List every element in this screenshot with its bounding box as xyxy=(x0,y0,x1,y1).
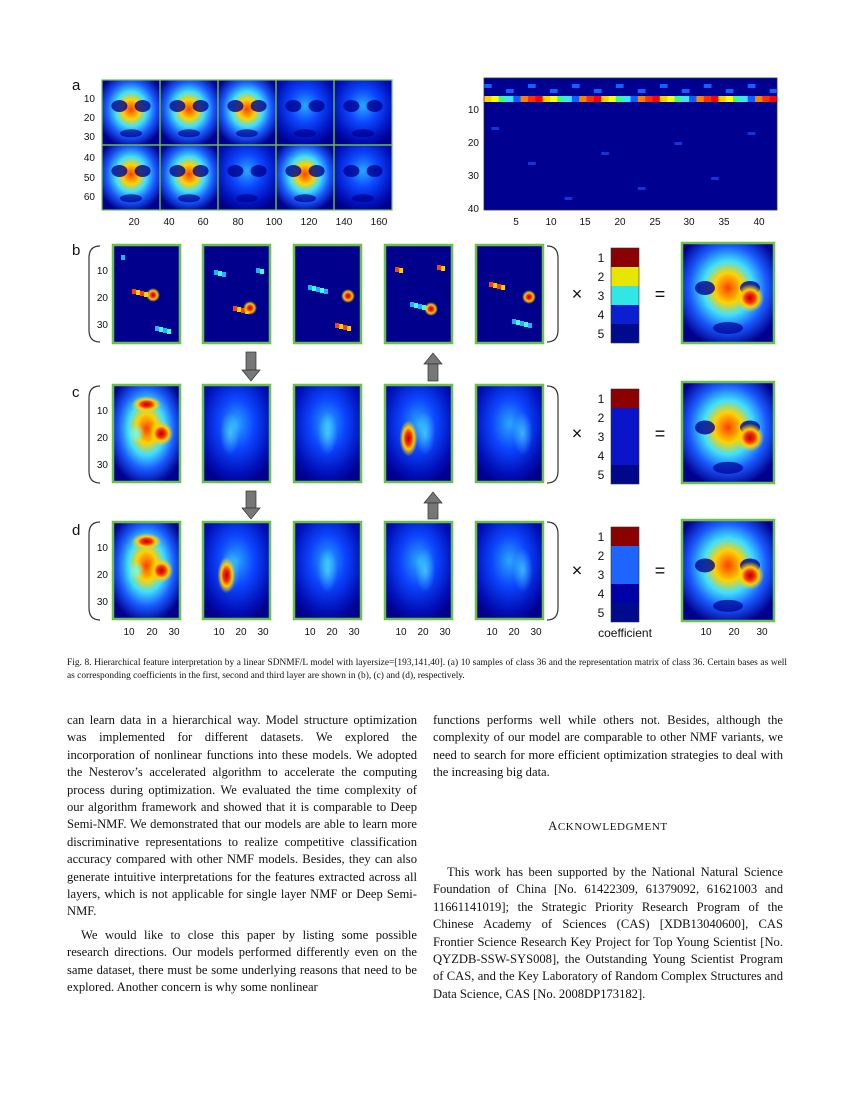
coefficient-tick: 4 xyxy=(597,308,605,322)
bottom-xtick: 20 xyxy=(728,627,740,638)
sample-face-tile xyxy=(334,145,392,210)
basis-tile xyxy=(294,245,361,343)
matrix-cell xyxy=(623,96,631,102)
bottom-xtick: 30 xyxy=(756,627,768,638)
matrix-cell xyxy=(740,96,748,102)
basis-tile xyxy=(385,245,452,343)
bottom-xtick: 20 xyxy=(235,627,247,638)
matrix-cell xyxy=(638,89,646,93)
coefficient-cell xyxy=(611,408,639,427)
a-left-ytick: 60 xyxy=(83,192,95,203)
matrix-cell xyxy=(762,96,770,102)
matrix-cell xyxy=(579,96,587,102)
row-b-ytick: 10 xyxy=(96,266,108,277)
matrix-cell xyxy=(770,89,778,93)
matrix-cell xyxy=(594,89,602,93)
matrix-cell xyxy=(550,96,558,102)
coefficient-cell xyxy=(611,603,639,622)
coefficient-cell xyxy=(611,389,639,408)
a-left-ytick: 50 xyxy=(83,173,95,184)
sample-face-tile xyxy=(218,145,276,210)
matrix-cell xyxy=(616,96,624,102)
matrix-cell xyxy=(587,96,595,102)
bottom-xtick: 10 xyxy=(700,627,712,638)
row-d-ytick: 20 xyxy=(96,570,108,581)
sample-face-tile xyxy=(218,80,276,145)
matrix-cell xyxy=(513,96,521,102)
panel-a-face-montage xyxy=(84,80,392,228)
arrow-c-to-d xyxy=(242,491,260,519)
bottom-xtick: 10 xyxy=(486,627,498,638)
left-column xyxy=(67,712,417,997)
coefficient-tick: 3 xyxy=(597,568,605,582)
matrix-cell xyxy=(528,162,536,165)
matrix-cell xyxy=(638,187,646,190)
coefficient-label: coefficient xyxy=(598,626,652,640)
matrix-cell xyxy=(594,96,602,102)
matrix-cell xyxy=(565,197,573,200)
matrix-cell xyxy=(565,96,573,102)
bottom-xtick: 30 xyxy=(439,627,451,638)
a-left-ytick: 30 xyxy=(83,132,95,143)
basis-tile xyxy=(203,385,270,482)
coefficient-cell xyxy=(611,427,639,446)
matrix-cell xyxy=(667,96,675,102)
basis-tile xyxy=(203,522,270,619)
matrix-cell xyxy=(696,96,704,102)
a-right-xtick: 35 xyxy=(718,217,730,228)
bottom-xtick: 20 xyxy=(326,627,338,638)
coefficient-tick: 5 xyxy=(597,606,605,620)
coefficient-tick: 4 xyxy=(597,587,605,601)
coefficient-tick: 1 xyxy=(597,251,605,265)
panel-label-a: a xyxy=(72,77,81,94)
basis-tile xyxy=(385,522,452,619)
coefficient-cell xyxy=(611,248,639,267)
coefficient-cell xyxy=(611,305,639,324)
matrix-cell xyxy=(521,96,529,102)
bottom-xtick: 10 xyxy=(304,627,316,638)
matrix-cell xyxy=(499,96,507,102)
matrix-cell xyxy=(660,96,668,102)
matrix-cell xyxy=(674,96,682,102)
row-b-ytick: 20 xyxy=(96,293,108,304)
a-right-xtick: 25 xyxy=(649,217,661,228)
left-paragraph-2: We would like to close this paper by listing some possible research directions. Our models performed differently even on the same dataset, there must be some underlying reasons that need to be explored. Another concern is why some nonlinear xyxy=(67,927,417,995)
a-right-ytick: 20 xyxy=(467,138,479,149)
row-d-ytick: 10 xyxy=(96,543,108,554)
basis-tile xyxy=(476,385,543,482)
basis-tile xyxy=(113,245,180,343)
coefficient-tick: 2 xyxy=(597,270,605,284)
row-b-ytick: 30 xyxy=(96,320,108,331)
matrix-cell xyxy=(755,96,763,102)
sample-face-tile xyxy=(102,80,160,145)
acknowledgment-paragraph: This work has been supported by the National Natural Science Foundation of China [No. 61422309, 61379092, 61621003 and 11661141019]; the Strategic Priority Research Program of the Chinese Academy of Sciences (CAS) [XDB13040600], CAS Frontier Science Research Key Project for Top Young Scientist [No. QYZDB-SSW-SYS008], the Outstanding Young Scientist Program of CAS, and the Key Laboratory of Random Complex Structures and Data Science, CAS [No. 2008DP173182]. xyxy=(433,865,783,1001)
a-left-xtick: 20 xyxy=(128,217,140,228)
matrix-cell xyxy=(535,96,543,102)
coefficient-tick: 5 xyxy=(597,468,605,482)
matrix-cell xyxy=(711,96,719,102)
bottom-xtick: 30 xyxy=(257,627,269,638)
sample-face-tile xyxy=(160,145,218,210)
figure-caption: Fig. 8. Hierarchical feature interpretation by a linear SDNMF/L model with layersize=[193,141,40]. (a) 10 samples of class 36 and the representation matrix of class 36. Certain bases as well as corresponding coefficients in the first, second and third layer are shown in (b), (c) and (d), respectively. xyxy=(67,658,787,681)
matrix-cell xyxy=(528,96,536,102)
matrix-cell xyxy=(484,96,492,102)
right-paragraph-1: functions performs well while others not. Besides, although the complexity of our model are comparable to other NMF variants, we need to search for more efficient optimization strategies to deal with the increasing big data. xyxy=(433,713,783,780)
panel-a-representation-matrix xyxy=(468,78,778,228)
matrix-cell xyxy=(550,89,558,93)
a-left-xtick: 140 xyxy=(335,217,353,228)
coefficient-tick: 3 xyxy=(597,430,605,444)
panel-label-b: b xyxy=(72,242,81,259)
a-left-xtick: 80 xyxy=(232,217,244,228)
coefficient-tick: 1 xyxy=(597,392,605,406)
a-right-ytick: 40 xyxy=(467,204,479,215)
matrix-cell xyxy=(704,96,712,102)
a-right-xtick: 5 xyxy=(513,217,519,228)
sample-face-tile xyxy=(334,80,392,145)
coefficient-cell xyxy=(611,546,639,565)
row-c-ytick: 30 xyxy=(96,460,108,471)
coefficient-cell xyxy=(611,446,639,465)
row-c xyxy=(89,382,774,484)
bottom-xtick: 10 xyxy=(395,627,407,638)
matrix-cell xyxy=(543,96,551,102)
bottom-xtick: 10 xyxy=(123,627,135,638)
a-right-ytick: 10 xyxy=(467,105,479,116)
matrix-cell xyxy=(726,89,734,93)
coefficient-tick: 4 xyxy=(597,449,605,463)
matrix-cell xyxy=(770,96,778,102)
matrix-cell xyxy=(748,84,756,88)
basis-tile xyxy=(203,245,270,343)
times-symbol: × xyxy=(571,560,583,581)
coefficient-tick: 2 xyxy=(597,549,605,563)
a-left-ytick: 10 xyxy=(83,94,95,105)
coefficient-cell xyxy=(611,286,639,305)
bottom-xtick: 10 xyxy=(213,627,225,638)
matrix-cell xyxy=(506,89,514,93)
matrix-cell xyxy=(572,96,580,102)
coefficient-bar-c xyxy=(598,389,639,484)
a-left-ytick: 40 xyxy=(83,153,95,164)
matrix-cell xyxy=(609,96,617,102)
a-left-ytick: 20 xyxy=(83,113,95,124)
matrix-cell xyxy=(631,96,639,102)
coefficient-cell xyxy=(611,584,639,603)
sample-face-tile xyxy=(160,80,218,145)
coefficient-tick: 3 xyxy=(597,289,605,303)
basis-tile xyxy=(113,522,180,619)
acknowledgment-heading: ACKNOWLEDGMENT xyxy=(548,818,668,833)
a-right-xtick: 10 xyxy=(545,217,557,228)
times-symbol: × xyxy=(571,423,583,444)
basis-tile xyxy=(294,522,361,619)
a-left-xtick: 60 xyxy=(197,217,209,228)
matrix-cell xyxy=(645,96,653,102)
bottom-xtick: 20 xyxy=(417,627,429,638)
matrix-cell xyxy=(726,96,734,102)
row-b xyxy=(89,243,774,343)
coefficient-bar-d xyxy=(598,527,639,622)
coefficient-bar-b xyxy=(598,248,639,343)
matrix-cell xyxy=(601,96,609,102)
matrix-cell xyxy=(704,84,712,88)
panel-label-d: d xyxy=(72,522,81,539)
coefficient-cell xyxy=(611,565,639,584)
matrix-cell xyxy=(733,96,741,102)
sample-face-tile xyxy=(102,145,160,210)
matrix-cell xyxy=(491,96,499,102)
a-right-xtick: 40 xyxy=(753,217,765,228)
matrix-cell xyxy=(506,96,514,102)
result-tile-b xyxy=(682,243,774,343)
arrow-c-to-b xyxy=(424,353,442,381)
left-paragraph-1: can learn data in a hierarchical way. Model structure optimization was implemented for different datasets. We explored the incorporation of nonlinear functions into these models. We adopted the Nesterov’s accelerated algorithm to accelerate the computing process during optimization. We evaluated the time complexity of our algorithm framework and showed that it is comparable to Deep Semi-NMF. We demonstrated that our models are able to learn more discriminative representations to realize competitive classification accuracy compared with other NMF models. Besides, they can also generate intuitive interpretations for the features extracted across all layers, which is not applicable for single layer NMF or Deep Semi-NMF. xyxy=(67,713,417,919)
a-right-xtick: 15 xyxy=(579,217,591,228)
basis-tile xyxy=(476,522,543,619)
a-left-xtick: 160 xyxy=(370,217,388,228)
bottom-x-ticks xyxy=(123,627,768,638)
matrix-cell xyxy=(572,84,580,88)
equals-symbol: = xyxy=(654,284,666,304)
arrow-d-to-c xyxy=(424,492,442,519)
a-left-xtick: 40 xyxy=(163,217,175,228)
matrix-cell xyxy=(718,96,726,102)
row-c-ytick: 10 xyxy=(96,406,108,417)
coefficient-tick: 2 xyxy=(597,411,605,425)
a-left-xtick: 120 xyxy=(300,217,318,228)
coefficient-tick: 5 xyxy=(597,327,605,341)
coefficient-cell xyxy=(611,267,639,286)
row-d-ytick: 30 xyxy=(96,597,108,608)
matrix-cell xyxy=(748,132,756,135)
matrix-cell xyxy=(748,96,756,102)
matrix-cell xyxy=(711,177,719,180)
coefficient-cell xyxy=(611,324,639,343)
a-right-xtick: 20 xyxy=(614,217,626,228)
a-right-xtick: 30 xyxy=(683,217,695,228)
times-symbol: × xyxy=(571,284,583,304)
matrix-cell xyxy=(682,96,690,102)
matrix-cell xyxy=(601,152,609,155)
matrix-cell xyxy=(689,96,697,102)
sample-face-tile xyxy=(276,145,334,210)
basis-tile xyxy=(113,385,180,482)
equals-symbol: = xyxy=(654,560,666,581)
sample-face-tile xyxy=(276,80,334,145)
bottom-xtick: 30 xyxy=(348,627,360,638)
result-tile-d xyxy=(682,520,774,621)
bottom-xtick: 30 xyxy=(168,627,180,638)
matrix-cell xyxy=(652,96,660,102)
row-c-ytick: 20 xyxy=(96,433,108,444)
coefficient-cell xyxy=(611,465,639,484)
matrix-cell xyxy=(660,84,668,88)
panel-label-c: c xyxy=(72,384,80,401)
bottom-xtick: 30 xyxy=(530,627,542,638)
matrix-cell xyxy=(682,89,690,93)
coefficient-tick: 1 xyxy=(597,530,605,544)
bottom-xtick: 20 xyxy=(508,627,520,638)
matrix-cell xyxy=(674,142,682,145)
matrix-cell xyxy=(616,84,624,88)
right-column xyxy=(433,712,783,1003)
matrix-cell xyxy=(491,127,499,130)
row-d xyxy=(89,520,774,622)
equals-symbol: = xyxy=(654,423,666,444)
matrix-cell xyxy=(528,84,536,88)
result-tile-c xyxy=(682,382,774,483)
arrow-b-to-c xyxy=(242,352,260,381)
basis-tile xyxy=(385,385,452,482)
a-right-ytick: 30 xyxy=(467,171,479,182)
coefficient-cell xyxy=(611,527,639,546)
a-left-xtick: 100 xyxy=(265,217,283,228)
basis-tile xyxy=(476,245,543,343)
matrix-cell xyxy=(557,96,565,102)
bottom-xtick: 20 xyxy=(146,627,158,638)
basis-tile xyxy=(294,385,361,482)
matrix-cell xyxy=(638,96,646,102)
matrix-cell xyxy=(484,84,492,88)
